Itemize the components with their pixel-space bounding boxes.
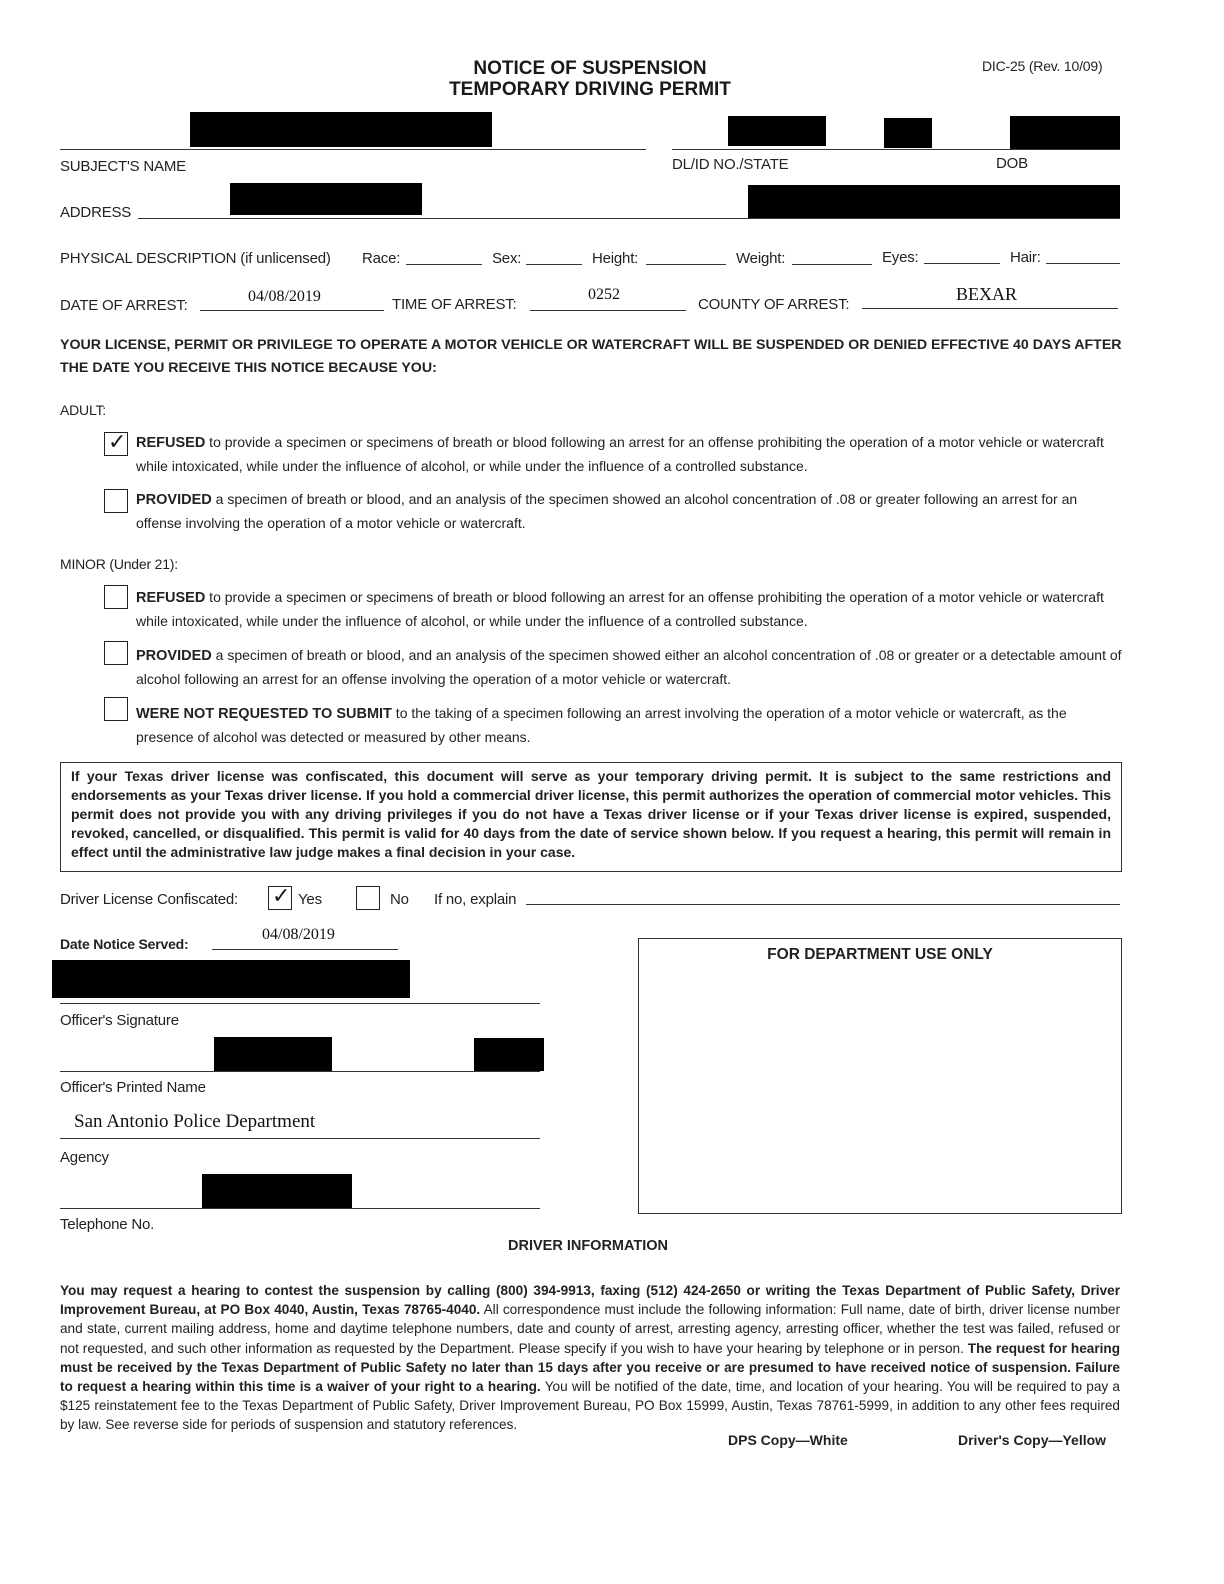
height-label: Height: [592,250,639,267]
dps-copy-label: DPS Copy—White [728,1432,848,1448]
hair-line [1046,263,1120,264]
minor-refused-checkbox[interactable] [104,585,128,609]
redaction-block [474,1038,544,1071]
confiscated-yes-label: Yes [298,891,322,908]
officer-signature-label: Officer's Signature [60,1012,179,1029]
signature-line [60,1003,540,1004]
department-use-box [638,938,1122,1214]
arrest-date-line [200,310,384,311]
dob-label: DOB [996,155,1028,172]
race-label: Race: [362,250,401,267]
driver-info-text: You may request a hearing to contest the suspension by calling (800) 394-9913, faxing (512) 424-2650 or writing the Texas Department of Public Safety, Driver Improvement Bureau, at PO Box 4040, Austin, Texas 78765-4040. All correspondence must include the following information: Full name, date of birth, driver license number and state, current mailing address, home and daytime telephone numbers, date and county of arrest, arresting agency, arresting officer, whether the test was failed, refused or not requested, and such other information as requested by the Department. Please specify if you wish to have your hearing by telephone or in person. The request for hearing must be received by the Texas Department of Public Safety no later than 15 days after you receive or are presumed to have received notice of suspension. Failure to request a hearing within this time is a waiver of your right to a hearing. You will be notified of the date, time, and location of your hearing. You will be required to pay a $125 reinstatement fee to the Texas Department of Public Safety, Driver Improvement Bureau, PO Box 15999, Austin, Texas 78761-5999, in addition to any other fees required by law. See reverse side for periods of suspension and statutory references. [60,1283,1120,1433]
arrest-time-line [530,310,686,311]
adult-provided-option: PROVIDED a specimen of breath or blood, and an analysis of the specimen showed an alcohol concentration of .08 or greater following an arrest for an offense involving the operation of a motor vehicle or watercraft. [136,491,1078,531]
redaction-block [1010,116,1120,150]
redaction-block [884,118,932,148]
subject-name-label: SUBJECT'S NAME [60,158,186,175]
confiscated-yes-checkbox[interactable] [268,886,292,910]
form-subtitle: TEMPORARY DRIVING PERMIT [449,79,731,100]
sex-line [526,264,582,265]
address-line [138,218,1120,219]
date-served-value: 04/08/2019 [262,926,335,943]
check-mark-icon: ✓ [272,884,291,909]
weight-label: Weight: [736,250,786,267]
adult-label: ADULT: [60,402,106,418]
temporary-permit-text: If your Texas driver license was confiscated, this document will serve as your temporary driving permit. It is subject to the same restrictions and endorsements as your Texas driver license. If you hold a commercial driver license, this permit authorizes the operation of commercial motor vehicles. This permit does not provide you with any driving privileges if you do not have a Texas driver license or if your Texas driver license is expired, suspended, revoked, cancelled, or disqualified. This permit is valid for 40 days from the date of service shown below. If you request a hearing, this permit will remain in effect until the administrative law judge makes a final decision in your case. [71,768,1111,860]
race-line [406,264,482,265]
date-served-label: Date Notice Served: [60,936,189,952]
temporary-permit-box [60,762,1122,872]
minor-refused-option: REFUSED to provide a specimen or specimens of breath or blood following an arrest for an offense prohibiting the operation of a motor vehicle or watercraft while intoxicated, while under the influence of alcohol, or while under the influence of a controlled substance. [136,589,1104,629]
explain-line [526,904,1120,905]
license-confiscated-label: Driver License Confiscated: [60,891,239,908]
adult-provided-checkbox[interactable] [104,489,128,513]
agency-value: San Antonio Police Department [74,1111,316,1132]
name-line [60,149,646,150]
redaction-block [214,1037,332,1071]
date-served-line [212,949,398,950]
address-label: ADDRESS [60,204,132,221]
form-title-block [380,58,800,101]
hair-label: Hair: [1010,249,1041,266]
arrest-date-label: DATE OF ARREST: [60,297,188,314]
sex-label: Sex: [492,250,522,267]
printed-name-line [60,1071,540,1072]
arrest-time-label: TIME OF ARREST: [392,296,517,313]
confiscated-no-label: No [390,891,409,908]
agency-line [60,1138,540,1139]
arrest-county-value: BEXAR [956,284,1018,304]
form-number: DIC-25 (Rev. 10/09) [982,58,1103,74]
agency-label: Agency [60,1149,109,1166]
form-title: NOTICE OF SUSPENSION [473,58,707,79]
explain-label: If no, explain [434,891,517,908]
adult-refused-option: REFUSED to provide a specimen or specimens of breath or blood following an arrest for an offense prohibiting the operation of a motor vehicle or watercraft while intoxicated, while under the influence of alcohol, or while under the influence of a controlled substance. [136,434,1104,474]
eyes-line [924,263,1000,264]
minor-label: MINOR (Under 21): [60,556,178,572]
physical-description-label: PHYSICAL DESCRIPTION (if unlicensed) [60,250,331,267]
redaction-block [230,183,422,215]
arrest-time-value: 0252 [588,286,620,303]
confiscated-no-checkbox[interactable] [356,886,380,910]
notice-statement: YOUR LICENSE, PERMIT OR PRIVILEGE TO OPERATE A MOTOR VEHICLE OR WATERCRAFT WILL BE SUSPENDED OR DENIED EFFECTIVE 40 DAYS AFTER THE DATE YOU RECEIVE THIS NOTICE BECAUSE YOU: [60,337,1122,376]
arrest-county-line [862,308,1118,309]
arrest-date-value: 04/08/2019 [248,288,321,305]
redaction-block [728,116,826,146]
eyes-label: Eyes: [882,249,919,266]
driver-info-heading: DRIVER INFORMATION [508,1238,669,1254]
weight-line [792,264,872,265]
dl-number-label: DL/ID NO./STATE [672,156,789,173]
telephone-line [60,1208,540,1209]
drivers-copy-label: Driver's Copy—Yellow [958,1432,1107,1448]
redaction-block [52,960,410,998]
arrest-county-label: COUNTY OF ARREST: [698,296,850,313]
dl-line [672,149,1120,150]
telephone-label: Telephone No. [60,1216,155,1233]
check-mark-icon: ✓ [108,430,127,455]
height-line [646,264,726,265]
minor-not-requested-checkbox[interactable] [104,697,128,721]
department-use-heading: FOR DEPARTMENT USE ONLY [767,946,993,963]
minor-provided-option: PROVIDED a specimen of breath or blood, and an analysis of the specimen showed either an alcohol concentration of .08 or greater or a detectable amount of alcohol following an arrest for an offense involving the operation of a motor vehicle or watercraft. [136,647,1122,687]
redaction-block [190,112,492,147]
minor-provided-checkbox[interactable] [104,641,128,665]
redaction-block [748,185,1120,218]
adult-refused-checkbox[interactable] [104,432,128,456]
minor-not-requested-option: WERE NOT REQUESTED TO SUBMIT to the taking of a specimen following an arrest involving the operation of a motor vehicle or watercraft, as the presence of alcohol was detected or measured by other means. [136,705,1067,745]
officer-printed-name-label: Officer's Printed Name [60,1079,206,1096]
redaction-block [202,1174,352,1208]
